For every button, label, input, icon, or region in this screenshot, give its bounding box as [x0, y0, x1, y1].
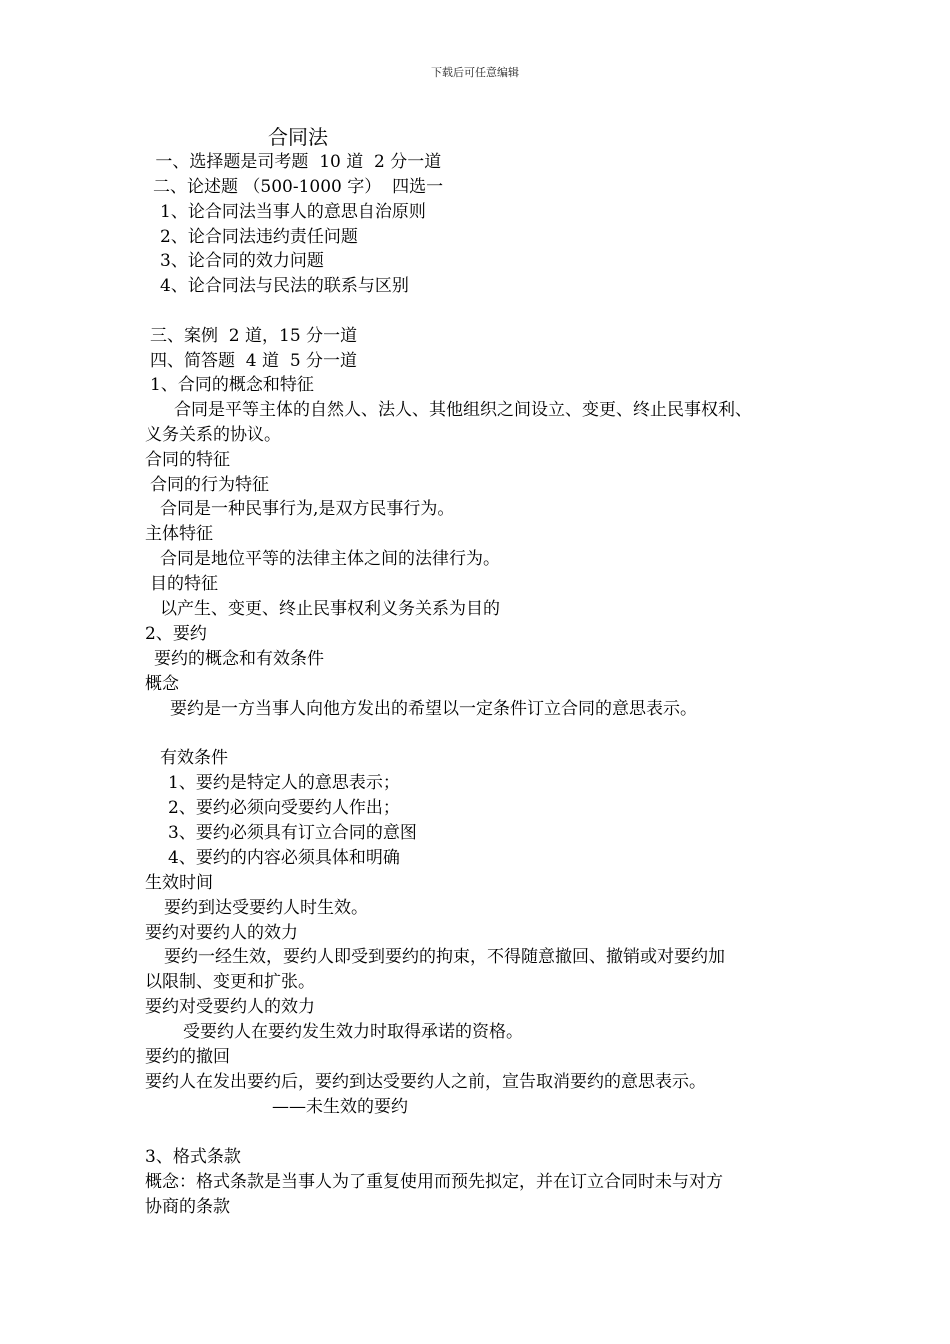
- condition-item-3: 3、要约必须具有订立合同的意图: [168, 823, 417, 843]
- condition-item-2: 2、要约必须向受要约人作出；: [168, 798, 400, 818]
- paragraph-line: 协商的条款: [145, 1197, 230, 1217]
- subheading: 有效条件: [160, 748, 228, 768]
- subheading: 要约对受要约人的效力: [145, 997, 315, 1017]
- subheading: 要约的概念和有效条件: [154, 649, 324, 669]
- paragraph-line: 要约到达受要约人时生效。: [164, 898, 368, 918]
- condition-item-4: 4、要约的内容必须具体和明确: [168, 848, 400, 868]
- section-choice: 一、选择题是司考题 10 道 2 分一道: [150, 152, 442, 172]
- subheading: 概念: [145, 674, 179, 694]
- section-case: 三、案例 2 道，15 分一道: [150, 326, 358, 346]
- page-header: 下载后可任意编辑: [431, 66, 519, 79]
- essay-item-3: 3、论合同的效力问题: [160, 251, 324, 271]
- heading-standard-terms: 3、格式条款: [145, 1147, 241, 1167]
- paragraph-line: 合同是平等主体的自然人、法人、其他组织之间设立、变更、终止民事权利、: [174, 400, 752, 420]
- section-essay: 二、论述题 （500-1000 字） 四选一: [153, 177, 444, 197]
- paragraph-line: 以产生、变更、终止民事权利义务关系为目的: [160, 599, 500, 619]
- paragraph-line: 合同是地位平等的法律主体之间的法律行为。: [160, 549, 500, 569]
- essay-item-4: 4、论合同法与民法的联系与区别: [160, 276, 409, 296]
- paragraph-line: 要约一经生效，要约人即受到要约的拘束，不得随意撤回、撤销或对要约加: [164, 947, 725, 967]
- subheading: 目的特征: [150, 574, 218, 594]
- paragraph-line: 要约人在发出要约后，要约到达受要约人之前，宣告取消要约的意思表示。: [145, 1072, 706, 1092]
- paragraph-line: 受要约人在要约发生效力时取得承诺的资格。: [183, 1022, 523, 1042]
- section-short-answer: 四、简答题 4 道 5 分一道: [150, 351, 358, 371]
- paragraph-line: 以限制、变更和扩张。: [145, 972, 315, 992]
- paragraph-line: 义务关系的协议。: [145, 425, 281, 445]
- paragraph-line: 合同是一种民事行为,是双方民事行为。: [160, 499, 455, 519]
- document-title: 合同法: [268, 125, 328, 149]
- essay-item-2: 2、论合同法违约责任问题: [160, 227, 358, 247]
- paragraph-line: 概念：格式条款是当事人为了重复使用而预先拟定，并在订立合同时未与对方: [145, 1172, 723, 1192]
- paragraph-line: 要约是一方当事人向他方发出的希望以一定条件订立合同的意思表示。: [170, 699, 697, 719]
- heading-contract-concept: 1、合同的概念和特征: [150, 375, 314, 395]
- subheading: 主体特征: [145, 524, 213, 544]
- paragraph-line: ——未生效的要约: [272, 1097, 408, 1117]
- subheading: 合同的特征: [145, 450, 230, 470]
- subheading: 要约对要约人的效力: [145, 923, 298, 943]
- subheading: 生效时间: [145, 873, 213, 893]
- heading-offer: 2、要约: [145, 624, 207, 644]
- subheading: 要约的撤回: [145, 1047, 230, 1067]
- subheading: 合同的行为特征: [150, 475, 269, 495]
- essay-item-1: 1、论合同法当事人的意思自治原则: [160, 202, 426, 222]
- condition-item-1: 1、要约是特定人的意思表示；: [168, 773, 400, 793]
